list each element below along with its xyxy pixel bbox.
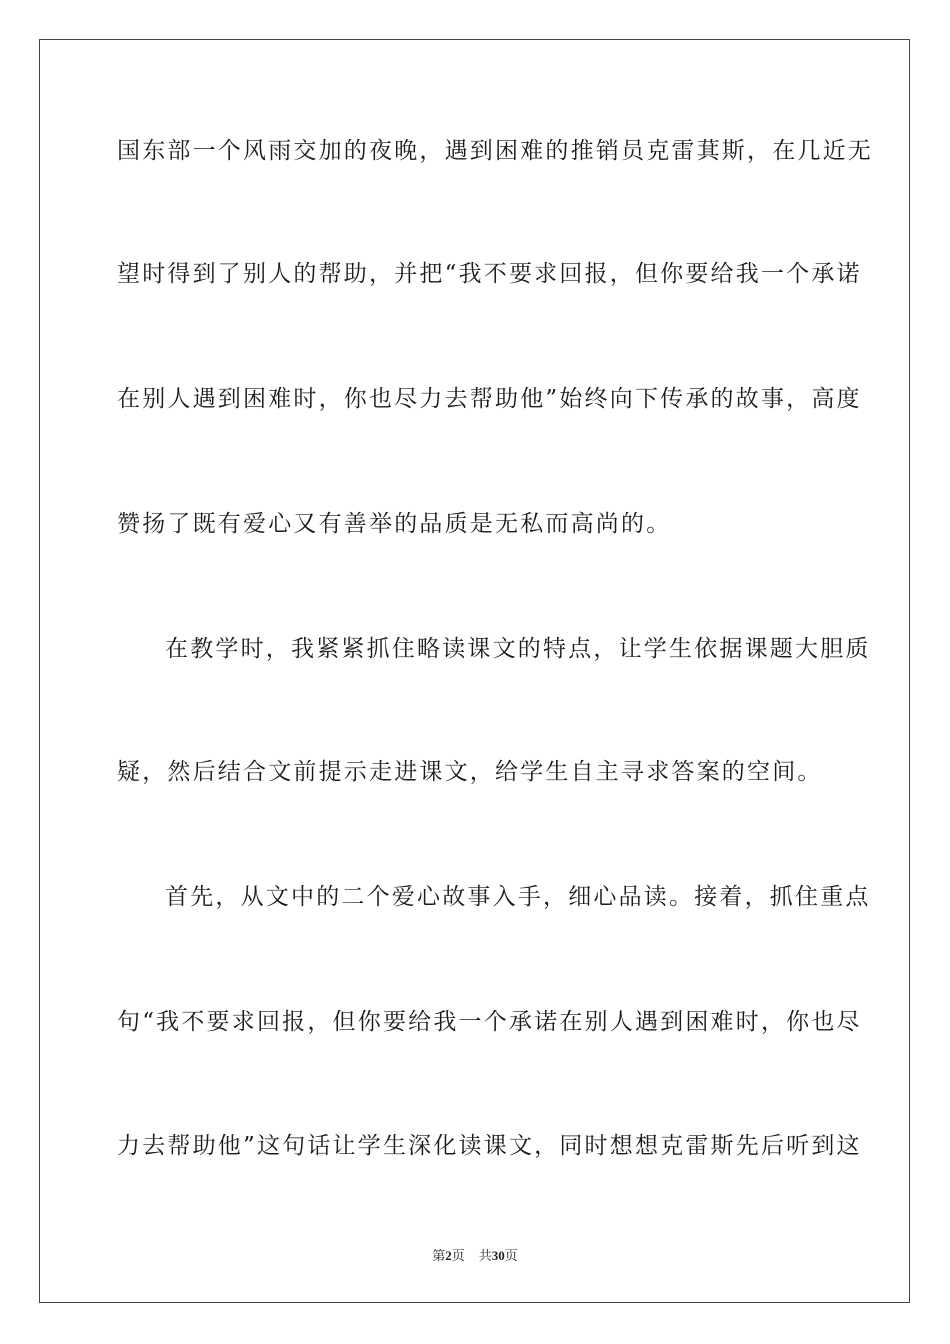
page-number: 2 [445,1248,452,1263]
total-pages: 30 [491,1248,505,1263]
page-suffix: 页 [451,1249,465,1264]
body-text-line: 在别人遇到困难时，你也尽力去帮助他”始终向下传承的故事，高度 [117,386,862,412]
body-text-line: 望时得到了别人的帮助，并把“我不要求回报，但你要给我一个承诺 [117,261,862,287]
total-prefix: 共 [478,1249,492,1264]
body-text-line: 国东部一个风雨交加的夜晚，遇到困难的推销员克雷萁斯，在几近无 [117,138,873,164]
body-text-line: 力去帮助他”这句话让学生深化读课文，同时想想克雷斯先后听到这 [117,1133,862,1159]
paragraph-first-line: 在教学时，我紧紧抓住略读课文的特点，让学生依据课题大胆质 [165,636,871,662]
total-suffix: 页 [504,1249,518,1264]
body-text-line: 疑，然后结合文前提示走进课文，给学生自主寻求答案的空间。 [117,759,823,785]
page-footer [0,1247,950,1266]
body-text-line: 赞扬了既有爱心又有善举的品质是无私而高尚的。 [117,511,672,537]
page-border [39,39,910,1303]
page-prefix: 第 [432,1249,446,1264]
body-text-line: 句“我不要求回报，但你要给我一个承诺在别人遇到困难时，你也尽 [117,1009,862,1035]
paragraph-first-line: 首先，从文中的二个爱心故事入手，细心品读。接着，抓住重点 [165,884,871,910]
